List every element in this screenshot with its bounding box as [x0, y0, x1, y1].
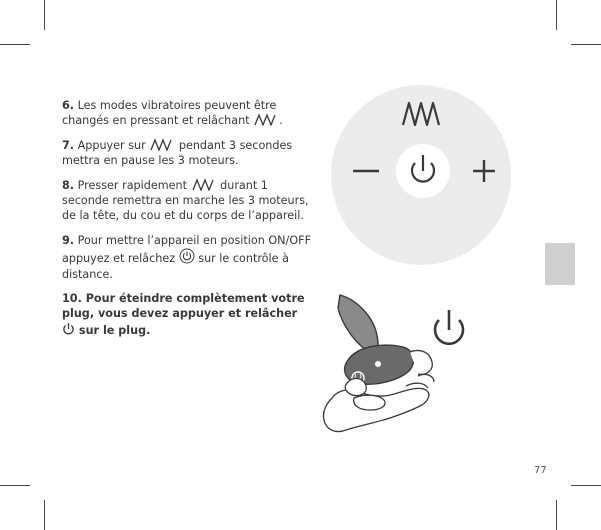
instruction-6: 6. Les modes vibratoires peuvent être changés en pressant et relâchant .: [62, 99, 283, 128]
crop-mark: [556, 0, 557, 30]
wave-icon: [149, 138, 175, 151]
plug-icon: [338, 295, 413, 384]
power-icon: [435, 310, 463, 344]
plus-icon: [473, 160, 495, 182]
wave-icon: [403, 103, 439, 125]
wave-icon: [253, 113, 279, 126]
crop-mark: [0, 485, 30, 486]
crop-mark: [44, 500, 45, 530]
remote-control: [331, 85, 511, 265]
crop-mark: [571, 44, 601, 45]
instruction-10: 10. Pour éteindre complètement votre plug, vous devez appuyer et relâcher sur le plug.: [62, 292, 305, 337]
instruction-7: 7. Appuyer sur pendant 3 secondes mettra en pause les 3 moteurs.: [62, 138, 293, 168]
crop-mark: [44, 0, 45, 30]
crop-mark: [0, 44, 30, 45]
page-number: 77: [534, 465, 547, 476]
instruction-9: 9. Pour mettre l’appareil en position ON/OFF appuyez et relâchez sur le contrôle à distance.: [62, 233, 311, 281]
instructions: [62, 98, 312, 347]
power-icon: [62, 322, 75, 336]
crop-mark: [571, 485, 601, 486]
crop-mark: [556, 500, 557, 530]
instruction-8: 8. Presser rapidement durant 1 seconde remettra en marche les 3 moteurs, de la tête, du cou et du corps de l’appareil.: [62, 178, 309, 223]
power-circle-icon: [179, 248, 195, 264]
plug-illustration: [318, 290, 478, 445]
wave-icon: [191, 178, 217, 191]
chapter-tab: [545, 243, 575, 285]
